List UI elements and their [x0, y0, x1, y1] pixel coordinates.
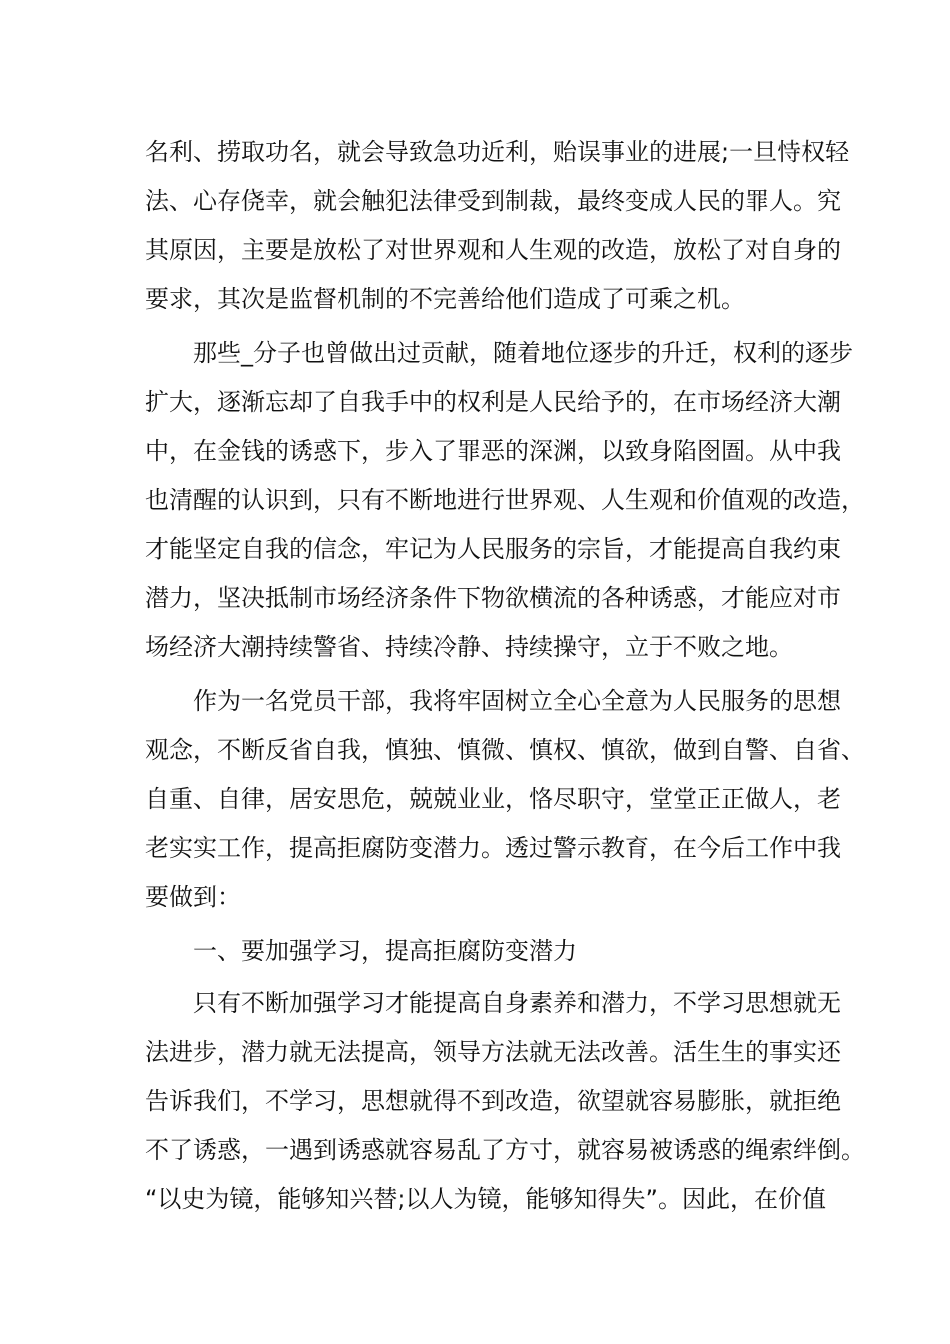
text-line: 法、心存侥幸，就会触犯法律受到制裁，最终变成人民的罪人。究	[145, 187, 841, 215]
text-line: 自重、自律，居安思危，兢兢业业，恪尽职守，堂堂正正做人，老	[145, 785, 841, 813]
text-line: 要求，其次是监督机制的不完善给他们造成了可乘之机。	[145, 285, 745, 313]
text-line: 中，在金钱的诱惑下，步入了罪恶的深渊，以致身陷囹圄。从中我	[145, 437, 841, 465]
text-line: 要做到：	[145, 883, 241, 911]
text-line: 告诉我们，不学习，思想就得不到改造，欲望就容易膨胀，就拒绝	[145, 1087, 841, 1115]
text-line: 只有不断加强学习才能提高自身素养和潜力，不学习思想就无	[193, 989, 841, 1017]
text-line: 也清醒的认识到，只有不断地进行世界观、人生观和价值观的改造，	[145, 486, 865, 514]
text-line: 作为一名党员干部，我将牢固树立全心全意为人民服务的思想	[193, 687, 841, 715]
text-line: 扩大，逐渐忘却了自我手中的权利是人民给予的，在市场经济大潮	[145, 388, 841, 416]
text-line: 才能坚定自我的信念，牢记为人民服务的宗旨，才能提高自我约束	[145, 535, 841, 563]
text-line: 那些_分子也曾做出过贡献，随着地位逐步的升迁，权利的逐步	[193, 339, 853, 367]
text-line: “以史为镜，能够知兴替;以人为镜，能够知得失”。因此，在价值	[145, 1185, 826, 1213]
text-line: 法进步，潜力就无法提高，领导方法就无法改善。活生生的事实还	[145, 1038, 841, 1066]
text-line: 潜力，坚决抵制市场经济条件下物欲横流的各种诱惑，才能应对市	[145, 584, 841, 612]
text-line: 不了诱惑，一遇到诱惑就容易乱了方寸，就容易被诱惑的绳索绊倒。	[145, 1136, 865, 1164]
section-heading: 一、要加强学习，提高拒腐防变潜力	[193, 937, 577, 965]
text-line: 场经济大潮持续警省、持续冷静、持续操守，立于不败之地。	[145, 633, 793, 661]
text-line: 观念，不断反省自我，慎独、慎微、慎权、慎欲，做到自警、自省、	[145, 736, 865, 764]
text-line: 老实实工作，提高拒腐防变潜力。透过警示教育，在今后工作中我	[145, 834, 841, 862]
text-line: 其原因，主要是放松了对世界观和人生观的改造，放松了对自身的	[145, 236, 841, 264]
text-line: 名利、捞取功名，就会导致急功近利，贻误事业的进展;一旦恃权轻	[145, 138, 850, 166]
